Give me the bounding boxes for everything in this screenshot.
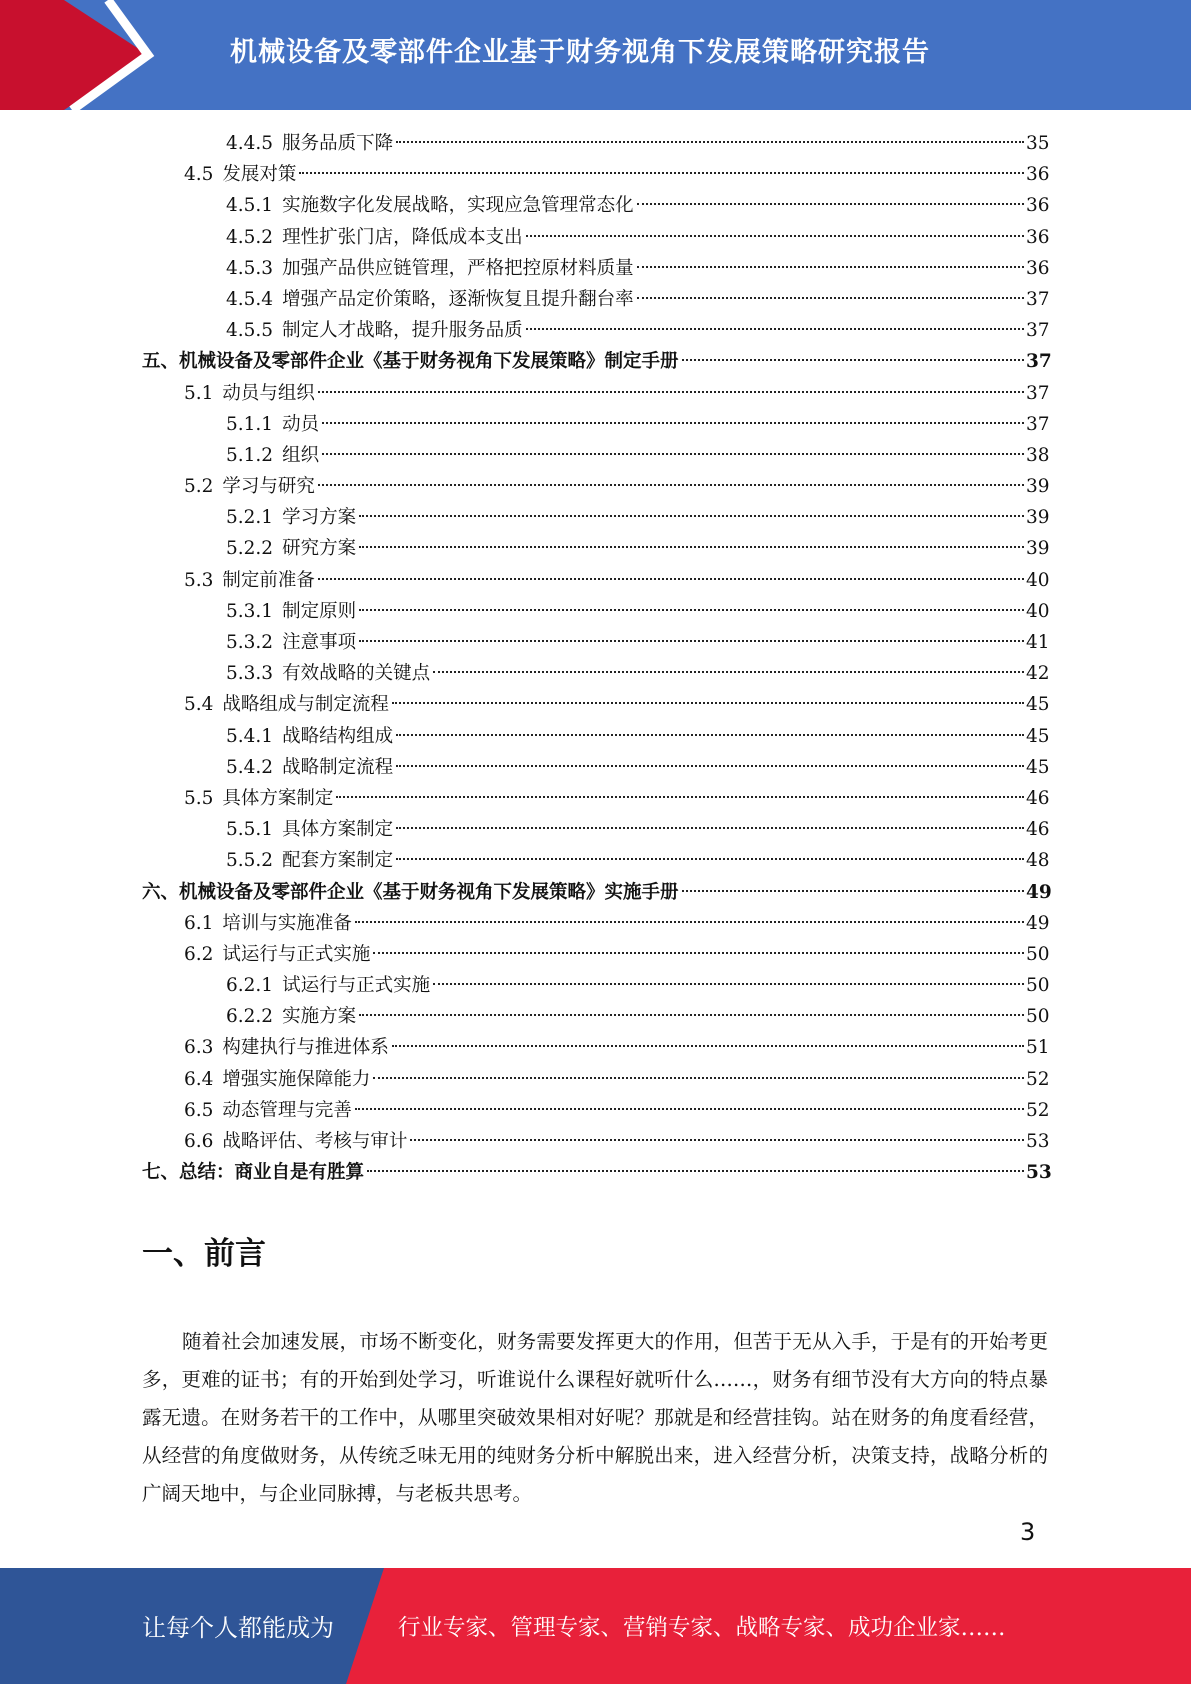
toc-dot-leader	[318, 391, 1024, 393]
toc-dot-leader	[373, 1077, 1024, 1079]
toc-entry-page: 45	[1026, 756, 1050, 778]
toc-entry-page: 45	[1026, 725, 1050, 747]
page-number: 3	[1020, 1518, 1036, 1546]
toc-entry-number: 5.3.3	[226, 663, 274, 685]
toc-entry[interactable]	[226, 315, 1048, 346]
toc-entry-page: 46	[1026, 819, 1050, 841]
toc-entry-number: 5.5.2	[226, 850, 274, 872]
toc-entry[interactable]	[184, 689, 1048, 720]
toc-entry-title: 具体方案制定	[282, 819, 394, 841]
toc-dot-leader	[359, 640, 1024, 642]
toc-entry-number: 5.5	[184, 787, 214, 809]
table-of-contents	[0, 128, 1191, 1188]
document-title: 机械设备及零部件企业基于财务视角下发展策略研究报告	[230, 37, 930, 68]
toc-entry-number: 5.5.1	[226, 819, 274, 841]
toc-dot-leader	[637, 266, 1024, 268]
footer-banner	[0, 1568, 1191, 1684]
toc-entry[interactable]	[184, 159, 1048, 190]
toc-entry[interactable]	[184, 908, 1048, 939]
toc-entry-number: 6.3	[184, 1037, 214, 1059]
toc-entry-number: 6.5	[184, 1099, 214, 1121]
toc-entry-page: 36	[1026, 257, 1050, 279]
toc-entry-number: 五、	[142, 351, 180, 373]
toc-entry-page: 53	[1026, 1131, 1050, 1152]
toc-entry-number: 4.4.5	[226, 133, 274, 154]
toc-entry-title: 制定原则	[282, 600, 357, 622]
toc-entry-page: 48	[1026, 850, 1050, 872]
toc-entry-number: 4.5.1	[226, 195, 274, 217]
toc-dot-leader	[396, 765, 1024, 767]
toc-entry[interactable]	[226, 190, 1048, 221]
toc-entry[interactable]	[226, 222, 1048, 253]
toc-entry-title: 机械设备及零部件企业《基于财务视角下发展策略》制定手册	[179, 351, 679, 373]
toc-dot-leader	[396, 734, 1024, 736]
toc-dot-leader	[359, 1014, 1024, 1016]
toc-entry[interactable]	[226, 440, 1048, 471]
toc-entry-page: 37	[1026, 320, 1050, 342]
toc-entry[interactable]	[226, 658, 1048, 689]
toc-entry-title: 服务品质下降	[282, 133, 394, 154]
toc-dot-leader	[433, 983, 1024, 985]
toc-entry[interactable]	[226, 284, 1048, 315]
toc-entry[interactable]	[184, 783, 1048, 814]
toc-entry-title: 培训与实施准备	[222, 912, 352, 934]
toc-entry-title: 构建执行与推进体系	[222, 1037, 389, 1059]
toc-entry[interactable]	[226, 627, 1048, 658]
toc-entry[interactable]	[226, 596, 1048, 627]
toc-entry-title: 动态管理与完善	[222, 1099, 352, 1121]
toc-entry-number: 5.3	[184, 569, 214, 591]
toc-dot-leader	[359, 609, 1024, 611]
toc-entry[interactable]	[184, 939, 1048, 970]
toc-dot-leader	[392, 1045, 1024, 1047]
toc-entry-page: 42	[1026, 663, 1050, 685]
toc-entry-number: 4.5	[184, 164, 214, 186]
toc-dot-leader	[359, 515, 1024, 517]
toc-entry-title: 理性扩张门店，降低成本支出	[282, 226, 523, 248]
toc-dot-leader	[682, 890, 1024, 892]
toc-entry-page: 39	[1026, 507, 1050, 529]
toc-entry-number: 5.2.2	[226, 538, 274, 560]
toc-entry-number: 4.5.4	[226, 288, 274, 310]
toc-entry[interactable]	[184, 1064, 1048, 1095]
toc-entry[interactable]	[184, 565, 1048, 596]
toc-entry-title: 制定人才战略，提升服务品质	[282, 320, 523, 342]
toc-dot-leader	[355, 921, 1024, 923]
toc-dot-leader	[396, 141, 1024, 143]
toc-entry[interactable]	[226, 970, 1048, 1001]
toc-entry-page: 36	[1026, 226, 1050, 248]
toc-entry-title: 增强实施保障能力	[222, 1068, 371, 1090]
toc-entry-number: 七、	[142, 1162, 180, 1184]
toc-entry[interactable]	[142, 1157, 1052, 1188]
toc-entry-page: 37	[1026, 288, 1050, 310]
toc-entry-title: 具体方案制定	[222, 787, 334, 809]
header-banner	[0, 0, 1191, 110]
toc-entry-title: 增强产品定价策略，逐渐恢复且提升翻台率	[282, 288, 634, 310]
toc-dot-leader	[433, 671, 1024, 673]
toc-entry-number: 5.1.1	[226, 413, 274, 435]
toc-entry-page: 36	[1026, 195, 1050, 217]
toc-entry[interactable]	[226, 128, 1048, 159]
toc-entry-title: 战略评估、考核与审计	[222, 1131, 408, 1152]
toc-entry-title: 组织	[282, 444, 320, 466]
toc-entry-number: 6.2.1	[226, 975, 274, 997]
toc-entry-number: 4.5.2	[226, 226, 274, 248]
toc-entry-page: 36	[1026, 164, 1050, 186]
toc-entry-page: 49	[1026, 881, 1052, 903]
footer-slogan-right: 行业专家、管理专家、营销专家、战略专家、成功企业家……	[398, 1615, 1006, 1641]
toc-entry-page: 40	[1026, 600, 1050, 622]
toc-entry-page: 49	[1026, 912, 1050, 934]
toc-entry-number: 5.1	[184, 382, 214, 404]
toc-entry[interactable]	[184, 1126, 1048, 1157]
toc-entry-title: 动员	[282, 413, 320, 435]
toc-entry-number: 5.2.1	[226, 507, 274, 529]
toc-entry-page: 40	[1026, 569, 1050, 591]
toc-dot-leader	[526, 235, 1024, 237]
toc-entry-page: 41	[1026, 632, 1050, 653]
toc-entry-page: 51	[1026, 1037, 1050, 1059]
toc-entry-number: 5.3.2	[226, 632, 274, 653]
toc-dot-leader	[396, 858, 1024, 860]
toc-dot-leader	[359, 546, 1024, 548]
toc-entry[interactable]	[184, 378, 1048, 409]
toc-entry-title: 注意事项	[282, 632, 357, 653]
toc-entry[interactable]	[226, 814, 1048, 845]
toc-dot-leader	[336, 796, 1024, 798]
toc-entry[interactable]	[184, 1032, 1048, 1063]
toc-dot-leader	[299, 172, 1024, 174]
toc-entry-title: 制定前准备	[222, 569, 315, 591]
toc-entry-page: 38	[1026, 444, 1050, 466]
toc-entry-number: 5.3.1	[226, 600, 274, 622]
toc-entry[interactable]	[226, 721, 1048, 752]
footer-slogan-left: 让每个人都能成为	[142, 1614, 334, 1642]
toc-entry-number: 6.6	[184, 1131, 214, 1152]
toc-entry-page: 52	[1026, 1099, 1050, 1121]
toc-entry[interactable]	[142, 877, 1052, 908]
toc-entry[interactable]	[184, 1095, 1048, 1126]
toc-entry-page: 46	[1026, 787, 1050, 809]
toc-entry-number: 6.2	[184, 943, 214, 965]
toc-entry[interactable]	[226, 533, 1048, 564]
toc-entry[interactable]	[226, 409, 1048, 440]
toc-entry-title: 有效战略的关键点	[282, 663, 431, 685]
toc-entry[interactable]	[226, 1001, 1048, 1032]
toc-entry-title: 战略结构组成	[282, 725, 394, 747]
toc-dot-leader	[318, 484, 1024, 486]
toc-entry-title: 学习方案	[282, 507, 357, 529]
toc-dot-leader	[322, 422, 1024, 424]
toc-dot-leader	[318, 578, 1024, 580]
toc-dot-leader	[526, 328, 1024, 330]
toc-entry-page: 53	[1026, 1162, 1052, 1184]
toc-entry[interactable]	[142, 346, 1052, 377]
toc-entry-page: 50	[1026, 1006, 1050, 1028]
toc-dot-leader	[367, 1170, 1024, 1172]
toc-entry-page: 35	[1026, 133, 1050, 154]
toc-dot-leader	[373, 952, 1024, 954]
toc-entry-page: 50	[1026, 943, 1050, 965]
toc-entry[interactable]	[226, 752, 1048, 783]
toc-entry-page: 52	[1026, 1068, 1050, 1090]
toc-entry-number: 6.1	[184, 912, 214, 934]
section-heading: 一、前言	[142, 1236, 266, 1272]
toc-dot-leader	[322, 453, 1024, 455]
toc-entry-page: 50	[1026, 975, 1050, 997]
toc-entry-title: 机械设备及零部件企业《基于财务视角下发展策略》实施手册	[179, 881, 679, 903]
toc-entry-title: 战略组成与制定流程	[222, 694, 389, 716]
toc-entry-page: 39	[1026, 538, 1050, 560]
toc-dot-leader	[410, 1139, 1024, 1141]
toc-dot-leader	[392, 702, 1024, 704]
toc-entry-title: 动员与组织	[222, 382, 315, 404]
toc-entry-page: 37	[1026, 351, 1052, 373]
body-paragraph: 随着社会加速发展，市场不断变化，财务需要发挥更大的作用，但苦于无从入手，于是有的开始考更多，更难的证书；有的开始到处学习，听谁说什么课程好就听什么……，财务有细节没有大方向的特点暴露无遗。在财务若干的工作中，从哪里突破效果相对好呢？那就是和经营挂钩。站在财务的角度看经营，从经营的角度做财务，从传统乏味无用的纯财务分析中解脱出来，进入经营分析，决策支持，战略分析的广阔天地中，与企业同脉搏，与老板共思考。	[142, 1330, 1048, 1505]
toc-dot-leader	[396, 827, 1024, 829]
toc-entry-page: 37	[1026, 382, 1050, 404]
toc-entry-number: 5.2	[184, 476, 214, 498]
toc-entry[interactable]	[184, 471, 1048, 502]
toc-entry-title: 加强产品供应链管理，严格把控原材料质量	[282, 257, 634, 279]
toc-entry[interactable]	[226, 253, 1048, 284]
toc-entry[interactable]	[226, 502, 1048, 533]
toc-dot-leader	[637, 203, 1024, 205]
toc-entry-number: 六、	[142, 881, 180, 903]
toc-dot-leader	[637, 297, 1024, 299]
toc-entry-page: 37	[1026, 413, 1050, 435]
toc-entry-number: 5.4.2	[226, 756, 274, 778]
toc-entry-page: 39	[1026, 476, 1050, 498]
toc-dot-leader	[682, 359, 1024, 361]
toc-entry-page: 45	[1026, 694, 1050, 716]
toc-entry-title: 研究方案	[282, 538, 357, 560]
toc-entry-title: 试运行与正式实施	[222, 943, 371, 965]
toc-entry-number: 4.5.5	[226, 320, 274, 342]
toc-entry-title: 学习与研究	[222, 476, 315, 498]
toc-entry-title: 配套方案制定	[282, 850, 394, 872]
toc-entry-number: 6.2.2	[226, 1006, 274, 1028]
toc-entry-number: 4.5.3	[226, 257, 274, 279]
toc-entry-title: 战略制定流程	[282, 756, 394, 778]
toc-entry-title: 试运行与正式实施	[282, 975, 431, 997]
toc-entry-number: 5.4.1	[226, 725, 274, 747]
toc-entry-title: 实施方案	[282, 1006, 357, 1028]
toc-entry-title: 总结：商业自是有胜算	[179, 1162, 365, 1184]
toc-entry-number: 5.1.2	[226, 444, 274, 466]
toc-entry[interactable]	[226, 845, 1048, 876]
toc-entry-title: 发展对策	[222, 164, 297, 186]
toc-entry-number: 6.4	[184, 1068, 214, 1090]
toc-entry-number: 5.4	[184, 694, 214, 716]
toc-entry-title: 实施数字化发展战略，实现应急管理常态化	[282, 195, 634, 217]
toc-dot-leader	[355, 1108, 1024, 1110]
